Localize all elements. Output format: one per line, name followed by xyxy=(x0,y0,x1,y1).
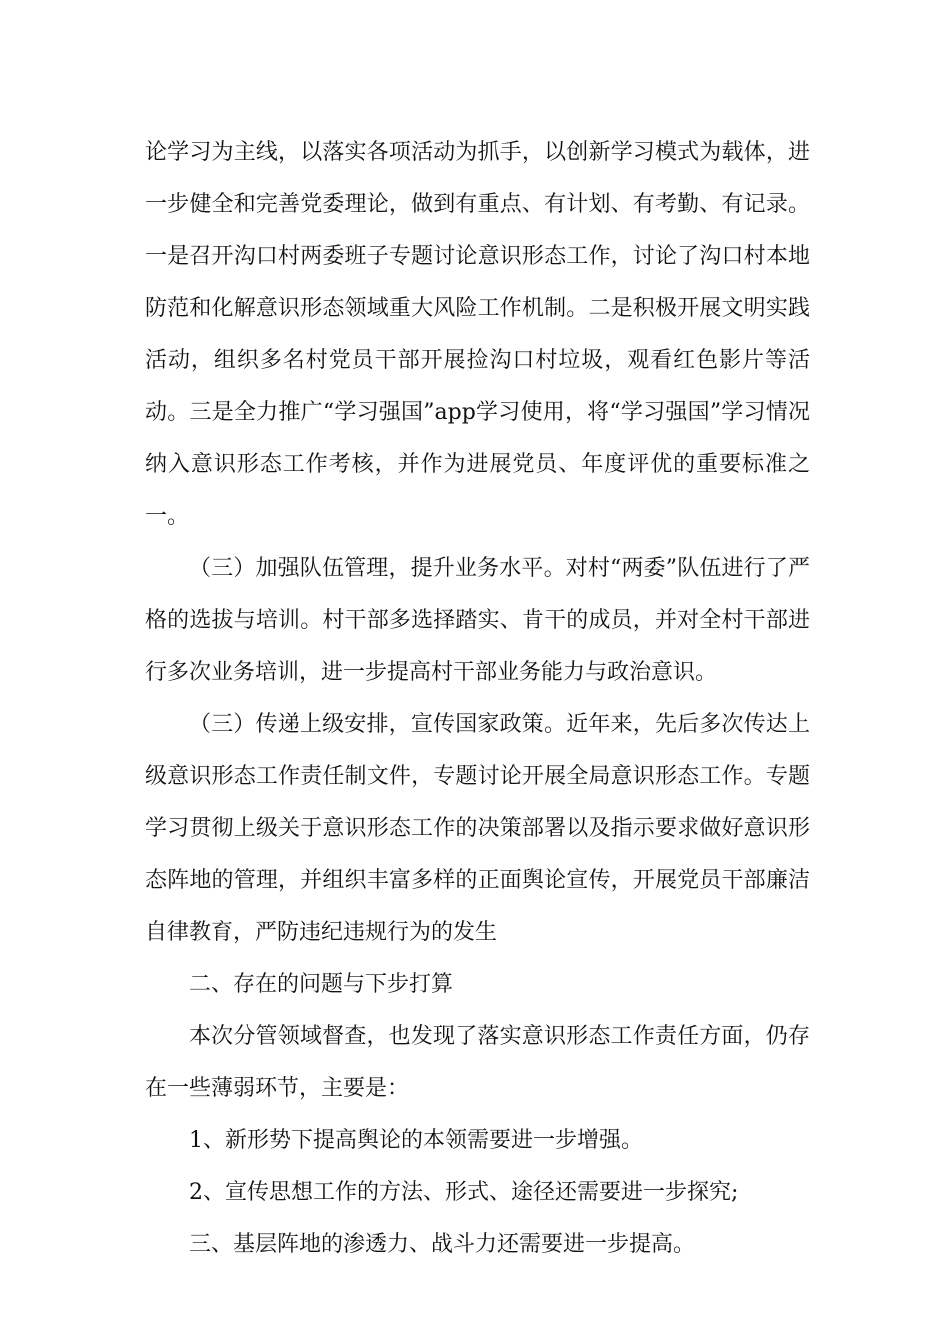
paragraph-policy-propaganda: （三）传递上级安排，宣传国家政策。近年来，先后多次传达上级意识形态工作责任制文件，专题讨论开展全局意识形态工作。专题学习贯彻上级关于意识形态工作的决策部署以及指示要求做好意识形态阵地的管理，并组织丰富多样的正面舆论宣传，开展党员干部廉洁自律教育，严防违纪违规行为的发生 xyxy=(145,712,810,945)
paragraph-continuation: 论学习为主线，以落实各项活动为抓手，以创新学习模式为载体，进一步健全和完善党委理论，做到有重点、有计划、有考勤、有记录。一是召开沟口村两委班子专题讨论意识形态工作，讨论了沟口村本地防范和化解意识形态领域重大风险工作机制。二是积极开展文明实践活动，组织多名村党员干部开展捡沟口村垃圾，观看红色影片等活动。三是全力推广“学习强国”app学习使用，将“学习强国”学习情况纳入意识形态工作考核，并作为进展党员、年度评优的重要标准之一。 xyxy=(145,140,810,529)
section-heading-problems: 二、存在的问题与下步打算 xyxy=(189,972,454,997)
paragraph-team-management: （三）加强队伍管理，提升业务水平。对村“两委”队伍进行了严格的选拔与培训。村干部多选择踏实、肯干的成员，并对全村干部进行多次业务培训，进一步提高村干部业务能力与政治意识。 xyxy=(145,556,810,685)
document-body xyxy=(145,127,810,1271)
list-item-2: 2、宣传思想工作的方法、形式、途径还需要进一步探究; xyxy=(189,1180,739,1205)
list-item-3: 三、基层阵地的渗透力、战斗力还需要进一步提高。 xyxy=(189,1232,696,1257)
paragraph-inspection-intro: 本次分管领域督查，也发现了落实意识形态工作责任方面，仍存在一些薄弱环节，主要是： xyxy=(145,1024,810,1101)
list-item-1: 1、新形势下提高舆论的本领需要进一步增强。 xyxy=(189,1128,643,1153)
